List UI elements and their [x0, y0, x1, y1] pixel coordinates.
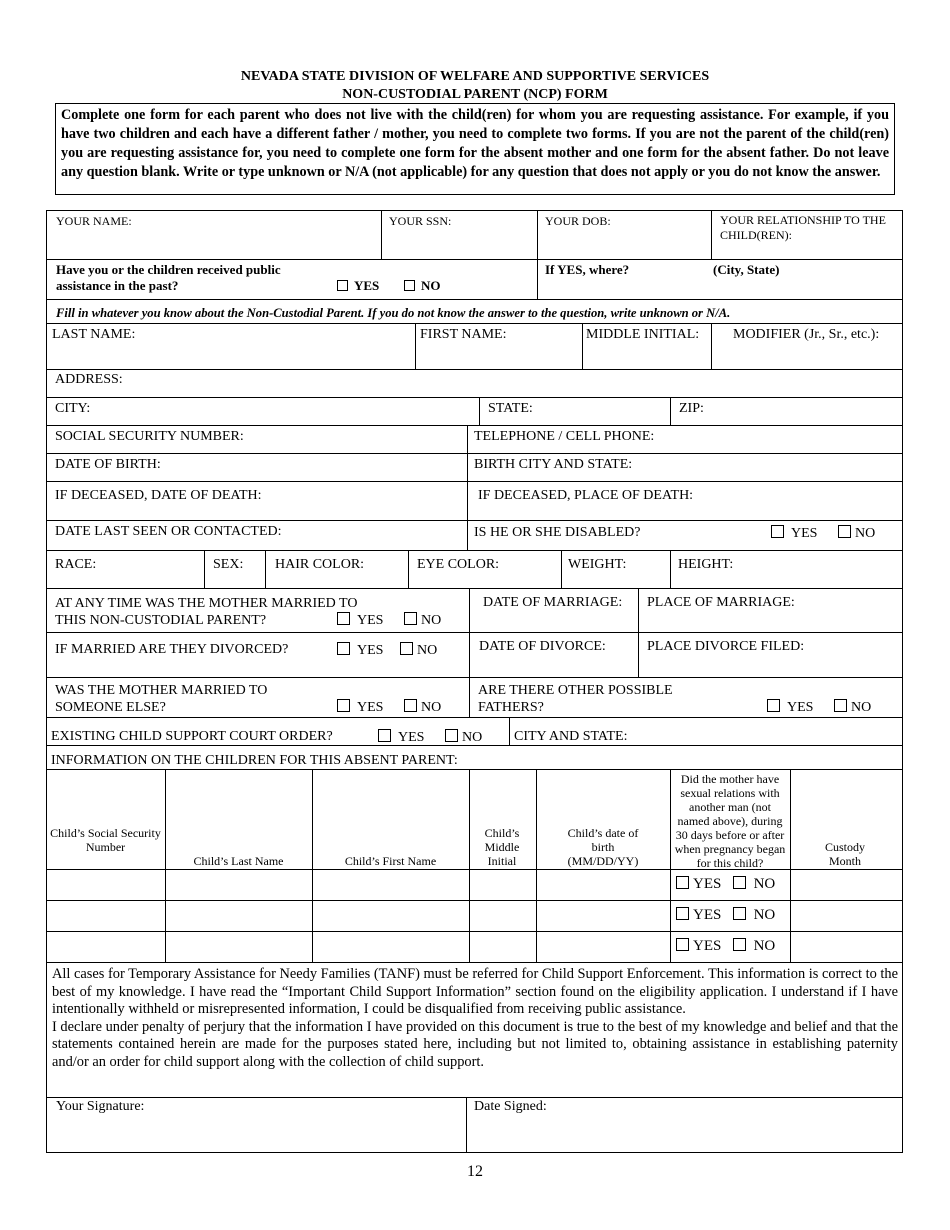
divider [46, 481, 903, 482]
divider [582, 323, 583, 369]
declaration [52, 966, 898, 1072]
eye-color-label: EYE COLOR: [417, 557, 500, 572]
col-child-ssn: Child’s Social Security Number [50, 826, 161, 854]
place-divorce-label: PLACE DIVORCE FILED: [647, 639, 805, 654]
city-state-label: (City, State) [713, 262, 780, 277]
other-fathers-no[interactable]: NO [834, 699, 871, 716]
married-else-yes[interactable]: YES [337, 699, 383, 716]
other-fathers-question: ARE THERE OTHER POSSIBLE FATHERS? [478, 683, 673, 715]
divider [46, 425, 903, 426]
divider [46, 520, 903, 521]
married-question: AT ANY TIME WAS THE MOTHER MARRIED TO THIS NON-CUSTODIAL PARENT? [55, 596, 358, 628]
divider [415, 323, 416, 369]
divider [46, 962, 903, 963]
city-label: CITY: [55, 401, 91, 416]
date-of-marriage-label: DATE OF MARRIAGE: [483, 595, 623, 610]
form-title: NON-CUSTODIAL PARENT (NCP) FORM [342, 87, 608, 102]
checkbox-icon[interactable] [445, 729, 458, 742]
public-assist-yes[interactable]: YES [337, 278, 379, 294]
declaration-paragraph-1: All cases for Temporary Assistance for Needy Families (TANF) must be referred for Child Support Enforcement. This information is correct to the best of my knowledge. I have read the “Important Child Support Information” section found on the eligibility application. I understand if I have intentionally withheld or misrepresented information, I could be disqualified from receiving public assistance. [52, 966, 898, 1018]
married-yes[interactable]: YES [337, 612, 383, 629]
address-label: ADDRESS: [55, 372, 123, 387]
ncp-instruction: Fill in whatever you know about the Non-Custodial Parent. If you do not know the answer to the question, write unknown or N/A. [56, 306, 731, 320]
your-name-label: YOUR NAME: [56, 214, 132, 228]
divider [46, 550, 903, 551]
divider [46, 397, 903, 398]
place-of-death-label: IF DECEASED, PLACE OF DEATH: [478, 488, 694, 503]
checkbox-icon[interactable] [378, 729, 391, 742]
divider [204, 550, 205, 588]
divider [408, 550, 409, 588]
public-assist-question: Have you or the children received public assistance in the past? [56, 262, 281, 293]
checkbox-icon[interactable] [676, 876, 689, 889]
col-child-first: Child’s First Name [344, 854, 437, 868]
declaration-paragraph-2: I declare under penalty of perjury that the information I have provided on this document is true to the best of my knowledge and belief and that the statements contained herein are made for the purposes stated here, including but not limited to, obtaining assistance in establishing paternity and/or an order for child support along with the collection of child support. [52, 1018, 898, 1070]
divider [46, 1097, 903, 1098]
divider [469, 769, 470, 962]
divorced-yes[interactable]: YES [337, 642, 383, 659]
divider [381, 210, 382, 259]
checkbox-icon[interactable] [767, 699, 780, 712]
state-label: STATE: [488, 401, 533, 416]
divider [46, 323, 903, 324]
checkbox-icon[interactable] [404, 280, 415, 291]
divider [469, 588, 470, 717]
checkbox-icon[interactable] [400, 642, 413, 655]
divorced-question: IF MARRIED ARE THEY DIVORCED? [55, 642, 289, 657]
weight-label: WEIGHT: [568, 557, 627, 572]
divider [509, 717, 510, 745]
first-name-label: FIRST NAME: [420, 327, 507, 342]
checkbox-icon[interactable] [838, 525, 851, 538]
last-name-label: LAST NAME: [52, 327, 136, 342]
divider [46, 369, 903, 370]
date-signed-label: Date Signed: [474, 1099, 547, 1114]
divider [711, 323, 712, 369]
col-child-mi: Child’s Middle Initial [484, 826, 520, 868]
child-row3-relations[interactable]: YES NO [676, 938, 775, 954]
relationship-label: YOUR RELATIONSHIP TO THE CHILD(REN): [720, 213, 886, 242]
child-row2-relations[interactable]: YES NO [676, 907, 775, 923]
divider [46, 900, 903, 901]
col-custody: Custody Month [824, 840, 865, 868]
divider [46, 453, 903, 454]
court-order-yes[interactable]: YES [378, 729, 424, 746]
if-yes-where-label: If YES, where? [545, 262, 630, 277]
race-label: RACE: [55, 557, 97, 572]
married-no[interactable]: NO [404, 612, 441, 629]
checkbox-icon[interactable] [676, 938, 689, 951]
divider [46, 588, 903, 589]
checkbox-icon[interactable] [733, 938, 746, 951]
married-else-question: WAS THE MOTHER MARRIED TO SOMEONE ELSE? [55, 683, 268, 715]
disabled-yes[interactable]: YES [771, 525, 817, 542]
children-info-label: INFORMATION ON THE CHILDREN FOR THIS ABSENT PARENT: [51, 753, 458, 768]
checkbox-icon[interactable] [404, 612, 417, 625]
middle-initial-label: MIDDLE INITIAL: [586, 327, 700, 342]
court-city-label: CITY AND STATE: [514, 729, 628, 744]
child-row1-relations[interactable]: YES NO [676, 876, 775, 892]
birth-city-label: BIRTH CITY AND STATE: [474, 457, 633, 472]
place-of-marriage-label: PLACE OF MARRIAGE: [647, 595, 795, 610]
signature-label: Your Signature: [56, 1099, 145, 1114]
divider [670, 397, 671, 425]
disabled-label: IS HE OR SHE DISABLED? [474, 525, 641, 540]
divider [466, 1097, 467, 1153]
divider [46, 632, 903, 633]
your-ssn-label: YOUR SSN: [389, 214, 452, 228]
married-else-no[interactable]: NO [404, 699, 441, 716]
divider [561, 550, 562, 588]
page-number: 12 [467, 1163, 483, 1180]
col-child-last: Child’s Last Name [193, 854, 284, 868]
divider [46, 717, 903, 718]
divider [711, 210, 712, 259]
checkbox-icon[interactable] [733, 876, 746, 889]
divider [46, 677, 903, 678]
modifier-label: MODIFIER (Jr., Sr., etc.): [733, 327, 880, 342]
hair-color-label: HAIR COLOR: [275, 557, 365, 572]
zip-label: ZIP: [679, 401, 704, 416]
form-agency-title: NEVADA STATE DIVISION OF WELFARE AND SUPPORTIVE SERVICES [240, 69, 710, 84]
checkbox-icon[interactable] [771, 525, 784, 538]
divider [479, 397, 480, 425]
date-of-divorce-label: DATE OF DIVORCE: [479, 639, 606, 654]
height-label: HEIGHT: [678, 557, 734, 572]
checkbox-icon[interactable] [337, 280, 348, 291]
divider [670, 550, 671, 588]
divider [46, 299, 903, 300]
divider [46, 769, 903, 770]
form-instructions: Complete one form for each parent who does not live with the child(ren) for whom you are requesting assistance. For example, if you have two children and each have a different father / mother, you need to complete two forms. If you are not the parent of the child(ren) you are requesting assistance for, you need to complete one form for the absent mother and one form for the absent father. Do not leave any question blank. Write or type unknown or N/A (not applicable) for any question that does not apply or you do not know the answer. [55, 103, 895, 195]
divider [46, 259, 903, 260]
divider [467, 425, 468, 550]
divider [46, 931, 903, 932]
col-child-dob: Child’s date of birth (MM/DD/YY) [567, 826, 639, 868]
divider [670, 769, 671, 962]
divorced-no[interactable]: NO [400, 642, 437, 659]
col-relations: Did the mother have sexual relations with another man (not named above), during 30 days before or after when pregnancy began for this child? [674, 772, 786, 870]
sex-label: SEX: [213, 557, 244, 572]
checkbox-icon[interactable] [337, 699, 350, 712]
date-of-death-label: IF DECEASED, DATE OF DEATH: [55, 488, 262, 503]
divider [537, 210, 538, 299]
court-order-no[interactable]: NO [445, 729, 482, 746]
public-assist-no[interactable]: NO [404, 278, 441, 294]
your-dob-label: YOUR DOB: [545, 214, 611, 228]
divider [536, 769, 537, 962]
checkbox-icon[interactable] [676, 907, 689, 920]
checkbox-icon[interactable] [337, 612, 350, 625]
disabled-no[interactable]: NO [838, 525, 875, 542]
divider [638, 588, 639, 677]
divider [265, 550, 266, 588]
last-seen-label: DATE LAST SEEN OR CONTACTED: [55, 524, 282, 539]
other-fathers-yes[interactable]: YES [767, 699, 813, 716]
checkbox-icon[interactable] [404, 699, 417, 712]
checkbox-icon[interactable] [337, 642, 350, 655]
dob-label: DATE OF BIRTH: [55, 457, 161, 472]
phone-label: TELEPHONE / CELL PHONE: [474, 429, 655, 444]
ssn-label: SOCIAL SECURITY NUMBER: [55, 429, 244, 444]
checkbox-icon[interactable] [834, 699, 847, 712]
checkbox-icon[interactable] [733, 907, 746, 920]
court-order-question: EXISTING CHILD SUPPORT COURT ORDER? [51, 729, 333, 744]
divider [790, 769, 791, 962]
